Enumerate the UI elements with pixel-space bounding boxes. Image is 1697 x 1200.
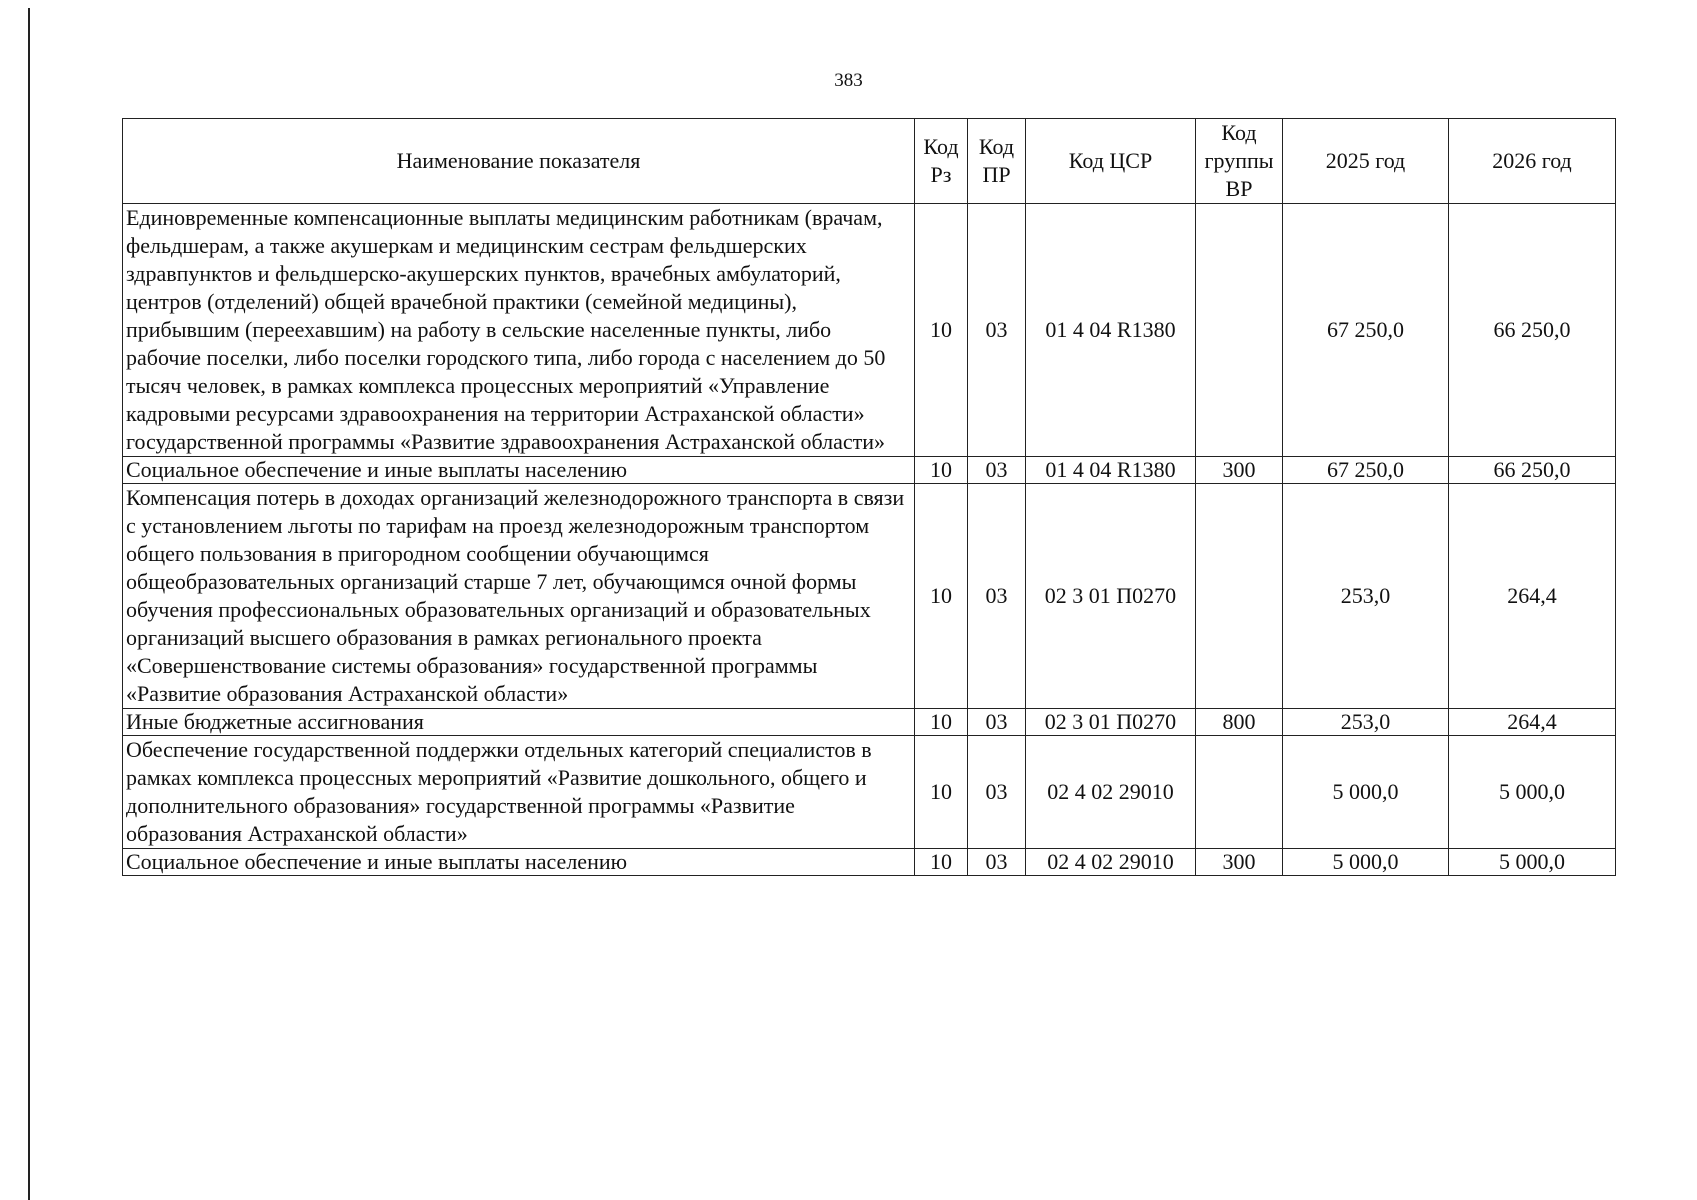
cell-pr: 03 [968, 849, 1026, 876]
table-row [123, 204, 1616, 457]
cell-2026: 264,4 [1449, 709, 1616, 736]
cell-2026: 264,4 [1449, 484, 1616, 709]
cell-rz: 10 [915, 204, 968, 457]
cell-csr: 01 4 04 R1380 [1026, 204, 1196, 457]
table-row [123, 484, 1616, 709]
cell-vr: 300 [1196, 457, 1283, 484]
cell-name: Социальное обеспечение и иные выплаты населению [123, 457, 915, 484]
cell-name: Иные бюджетные ассигнования [123, 709, 915, 736]
cell-rz: 10 [915, 849, 968, 876]
header-name: Наименование показателя [123, 119, 915, 204]
cell-vr [1196, 484, 1283, 709]
cell-rz: 10 [915, 484, 968, 709]
cell-pr: 03 [968, 736, 1026, 849]
cell-pr: 03 [968, 709, 1026, 736]
cell-rz: 10 [915, 736, 968, 849]
cell-vr: 800 [1196, 709, 1283, 736]
cell-csr: 02 3 01 П0270 [1026, 484, 1196, 709]
cell-vr [1196, 736, 1283, 849]
cell-rz: 10 [915, 709, 968, 736]
cell-2025: 67 250,0 [1283, 457, 1449, 484]
table-row [123, 849, 1616, 876]
table-row [123, 709, 1616, 736]
cell-vr: 300 [1196, 849, 1283, 876]
cell-rz: 10 [915, 457, 968, 484]
header-2025: 2025 год [1283, 119, 1449, 204]
cell-vr [1196, 204, 1283, 457]
cell-pr: 03 [968, 204, 1026, 457]
cell-csr: 02 4 02 29010 [1026, 736, 1196, 849]
cell-2025: 253,0 [1283, 484, 1449, 709]
table-row [123, 736, 1616, 849]
cell-2025: 5 000,0 [1283, 849, 1449, 876]
cell-name: Социальное обеспечение и иные выплаты населению [123, 849, 915, 876]
cell-2026: 66 250,0 [1449, 204, 1616, 457]
header-2026: 2026 год [1449, 119, 1616, 204]
cell-csr: 01 4 04 R1380 [1026, 457, 1196, 484]
page-number: 383 [834, 70, 863, 91]
cell-2025: 5 000,0 [1283, 736, 1449, 849]
header-pr: Код ПР [968, 119, 1026, 204]
budget-table [122, 118, 1616, 876]
cell-name: Компенсация потерь в доходах организаций железнодорожного транспорта в связи с установлением льготы по тарифам на проезд железнодорожным транспортом общего пользования в пригородном сообщении обучающимся общеобразовательных организаций старше 7 лет, обучающимся очной формы обучения профессиональных образовательных организаций и образовательных организаций высшего образования в рамках регионального проекта «Совершенствование системы образования» государственной программы «Развитие образования Астраханской области» [123, 484, 915, 709]
table-row [123, 457, 1616, 484]
cell-2026: 5 000,0 [1449, 736, 1616, 849]
table-header-row [123, 119, 1616, 204]
cell-name: Обеспечение государственной поддержки отдельных категорий специалистов в рамках комплекса процессных мероприятий «Развитие дошкольного, общего и дополнительного образования» государственной программы «Развитие образования Астраханской области» [123, 736, 915, 849]
cell-2026: 5 000,0 [1449, 849, 1616, 876]
header-vr: Код группы ВР [1196, 119, 1283, 204]
header-csr: Код ЦСР [1026, 119, 1196, 204]
cell-2026: 66 250,0 [1449, 457, 1616, 484]
cell-csr: 02 3 01 П0270 [1026, 709, 1196, 736]
cell-2025: 253,0 [1283, 709, 1449, 736]
binding-margin-line [28, 8, 30, 1200]
cell-name: Единовременные компенсационные выплаты медицинским работникам (врачам, фельдшерам, а также акушеркам и медицинским сестрам фельдшерских здравпунктов и фельдшерско-акушерских пунктов, врачебных амбулаторий, центров (отделений) общей врачебной практики (семейной медицины), прибывшим (переехавшим) на работу в сельские населенные пункты, либо рабочие поселки, либо поселки городского типа, либо города с населением до 50 тысяч человек, в рамках комплекса процессных мероприятий «Управление кадровыми ресурсами здравоохранения на территории Астраханской области» государственной программы «Развитие здравоохранения Астраханской области» [123, 204, 915, 457]
cell-pr: 03 [968, 457, 1026, 484]
cell-csr: 02 4 02 29010 [1026, 849, 1196, 876]
header-rz: Код Рз [915, 119, 968, 204]
cell-pr: 03 [968, 484, 1026, 709]
cell-2025: 67 250,0 [1283, 204, 1449, 457]
